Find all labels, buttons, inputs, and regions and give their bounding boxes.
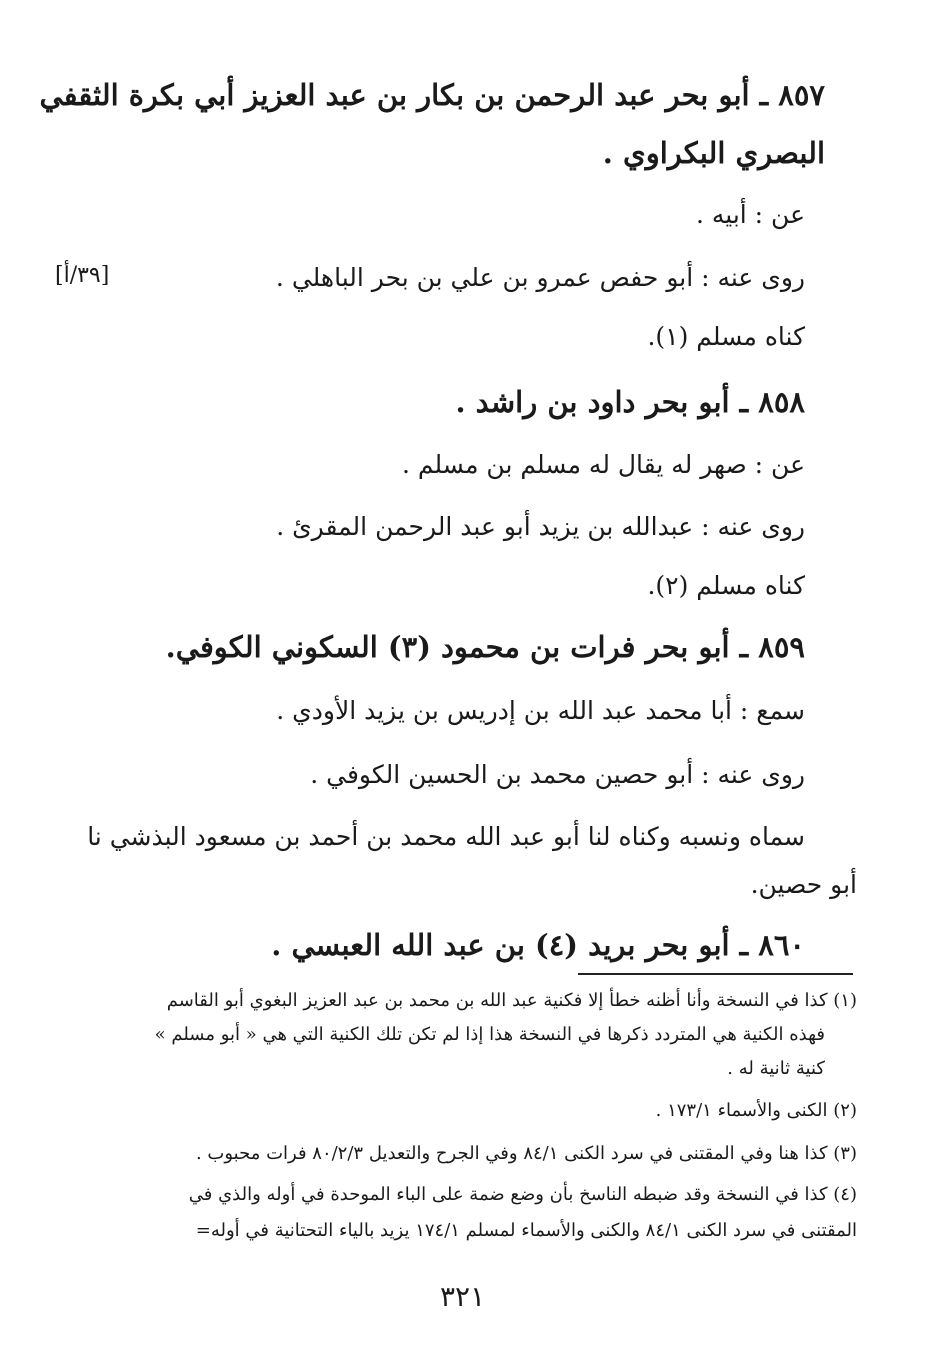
entry-857-kunya: كناه مسلم (١). [647, 322, 805, 351]
entry-857-title-line2: البصري البكراوي . [602, 136, 825, 170]
footnote-1-line1: (١) كذا في النسخة وأنا أظنه خطأ إلا فكنية عبد الله بن محمد بن عبد العزيز البغوي أبو القاسم [166, 990, 857, 1011]
footnote-3: (٣) كذا هنا وفي المقتنى في سرد الكنى ٨٤/١ وفي الجرح والتعديل ٨٠/٢/٣ فرات محبوب . [195, 1143, 857, 1164]
footnote-separator [578, 973, 853, 975]
entry-859-samia: سمع : أبا محمد عبد الله بن إدريس بن يزيد الأودي . [276, 696, 805, 725]
entry-857-an: عن : أبيه . [695, 200, 805, 229]
entry-860-title: ٨٦٠ ـ أبو بحر بريد (٤) بن عبد الله العبسي . [271, 928, 805, 962]
entry-858-kunya: كناه مسلم (٢). [647, 571, 805, 600]
footnote-1-line3: كنية ثانية له . [727, 1058, 825, 1079]
entry-858-an: عن : صهر له يقال له مسلم بن مسلم . [401, 450, 805, 479]
entry-857-title-line1: ٨٥٧ ـ أبو بحر عبد الرحمن بن بكار بن عبد العزيز أبي بكرة الثقفي [39, 78, 825, 112]
footnote-1-line2: فهذه الكنية هي المتردد ذكرها في النسخة هذا إذا لم تكن تلك الكنية التي هي « أبو مسلم » [154, 1024, 825, 1045]
entry-858-rawa-anhu: روى عنه : عبدالله بن يزيد أبو عبد الرحمن المقرئ . [276, 512, 805, 541]
page-number: ٣٢١ [440, 1280, 486, 1313]
footnote-2: (٢) الكنى والأسماء ١٧٣/١ . [655, 1100, 857, 1121]
footnote-4-line1: (٤) كذا في النسخة وقد ضبطه الناسخ بأن وضع ضمة على الباء الموحدة في أوله والذي في [188, 1184, 857, 1205]
footnote-4-line2: المقتنى في سرد الكنى ٨٤/١ والكنى والأسماء لمسلم ١٧٤/١ يزيد بالياء التحتانية في أوله= [195, 1220, 857, 1241]
entry-859-note-line2: أبو حصين. [750, 870, 857, 899]
entry-857-rawa-anhu: روى عنه : أبو حفص عمرو بن علي بن بحر الباهلي . [275, 263, 805, 292]
entry-859-rawa-anhu: روى عنه : أبو حصين محمد بن الحسين الكوفي . [310, 760, 805, 789]
entry-859-note-line1: سماه ونسبه وكناه لنا أبو عبد الله محمد بن أحمد بن مسعود البذشي نا [87, 822, 805, 851]
entry-859-title: ٨٥٩ ـ أبو بحر فرات بن محمود (٣) السكوني الكوفي. [165, 630, 805, 664]
entry-858-title: ٨٥٨ ـ أبو بحر داود بن راشد . [455, 385, 805, 419]
folio-marker: [٣٩/أ] [55, 263, 110, 288]
